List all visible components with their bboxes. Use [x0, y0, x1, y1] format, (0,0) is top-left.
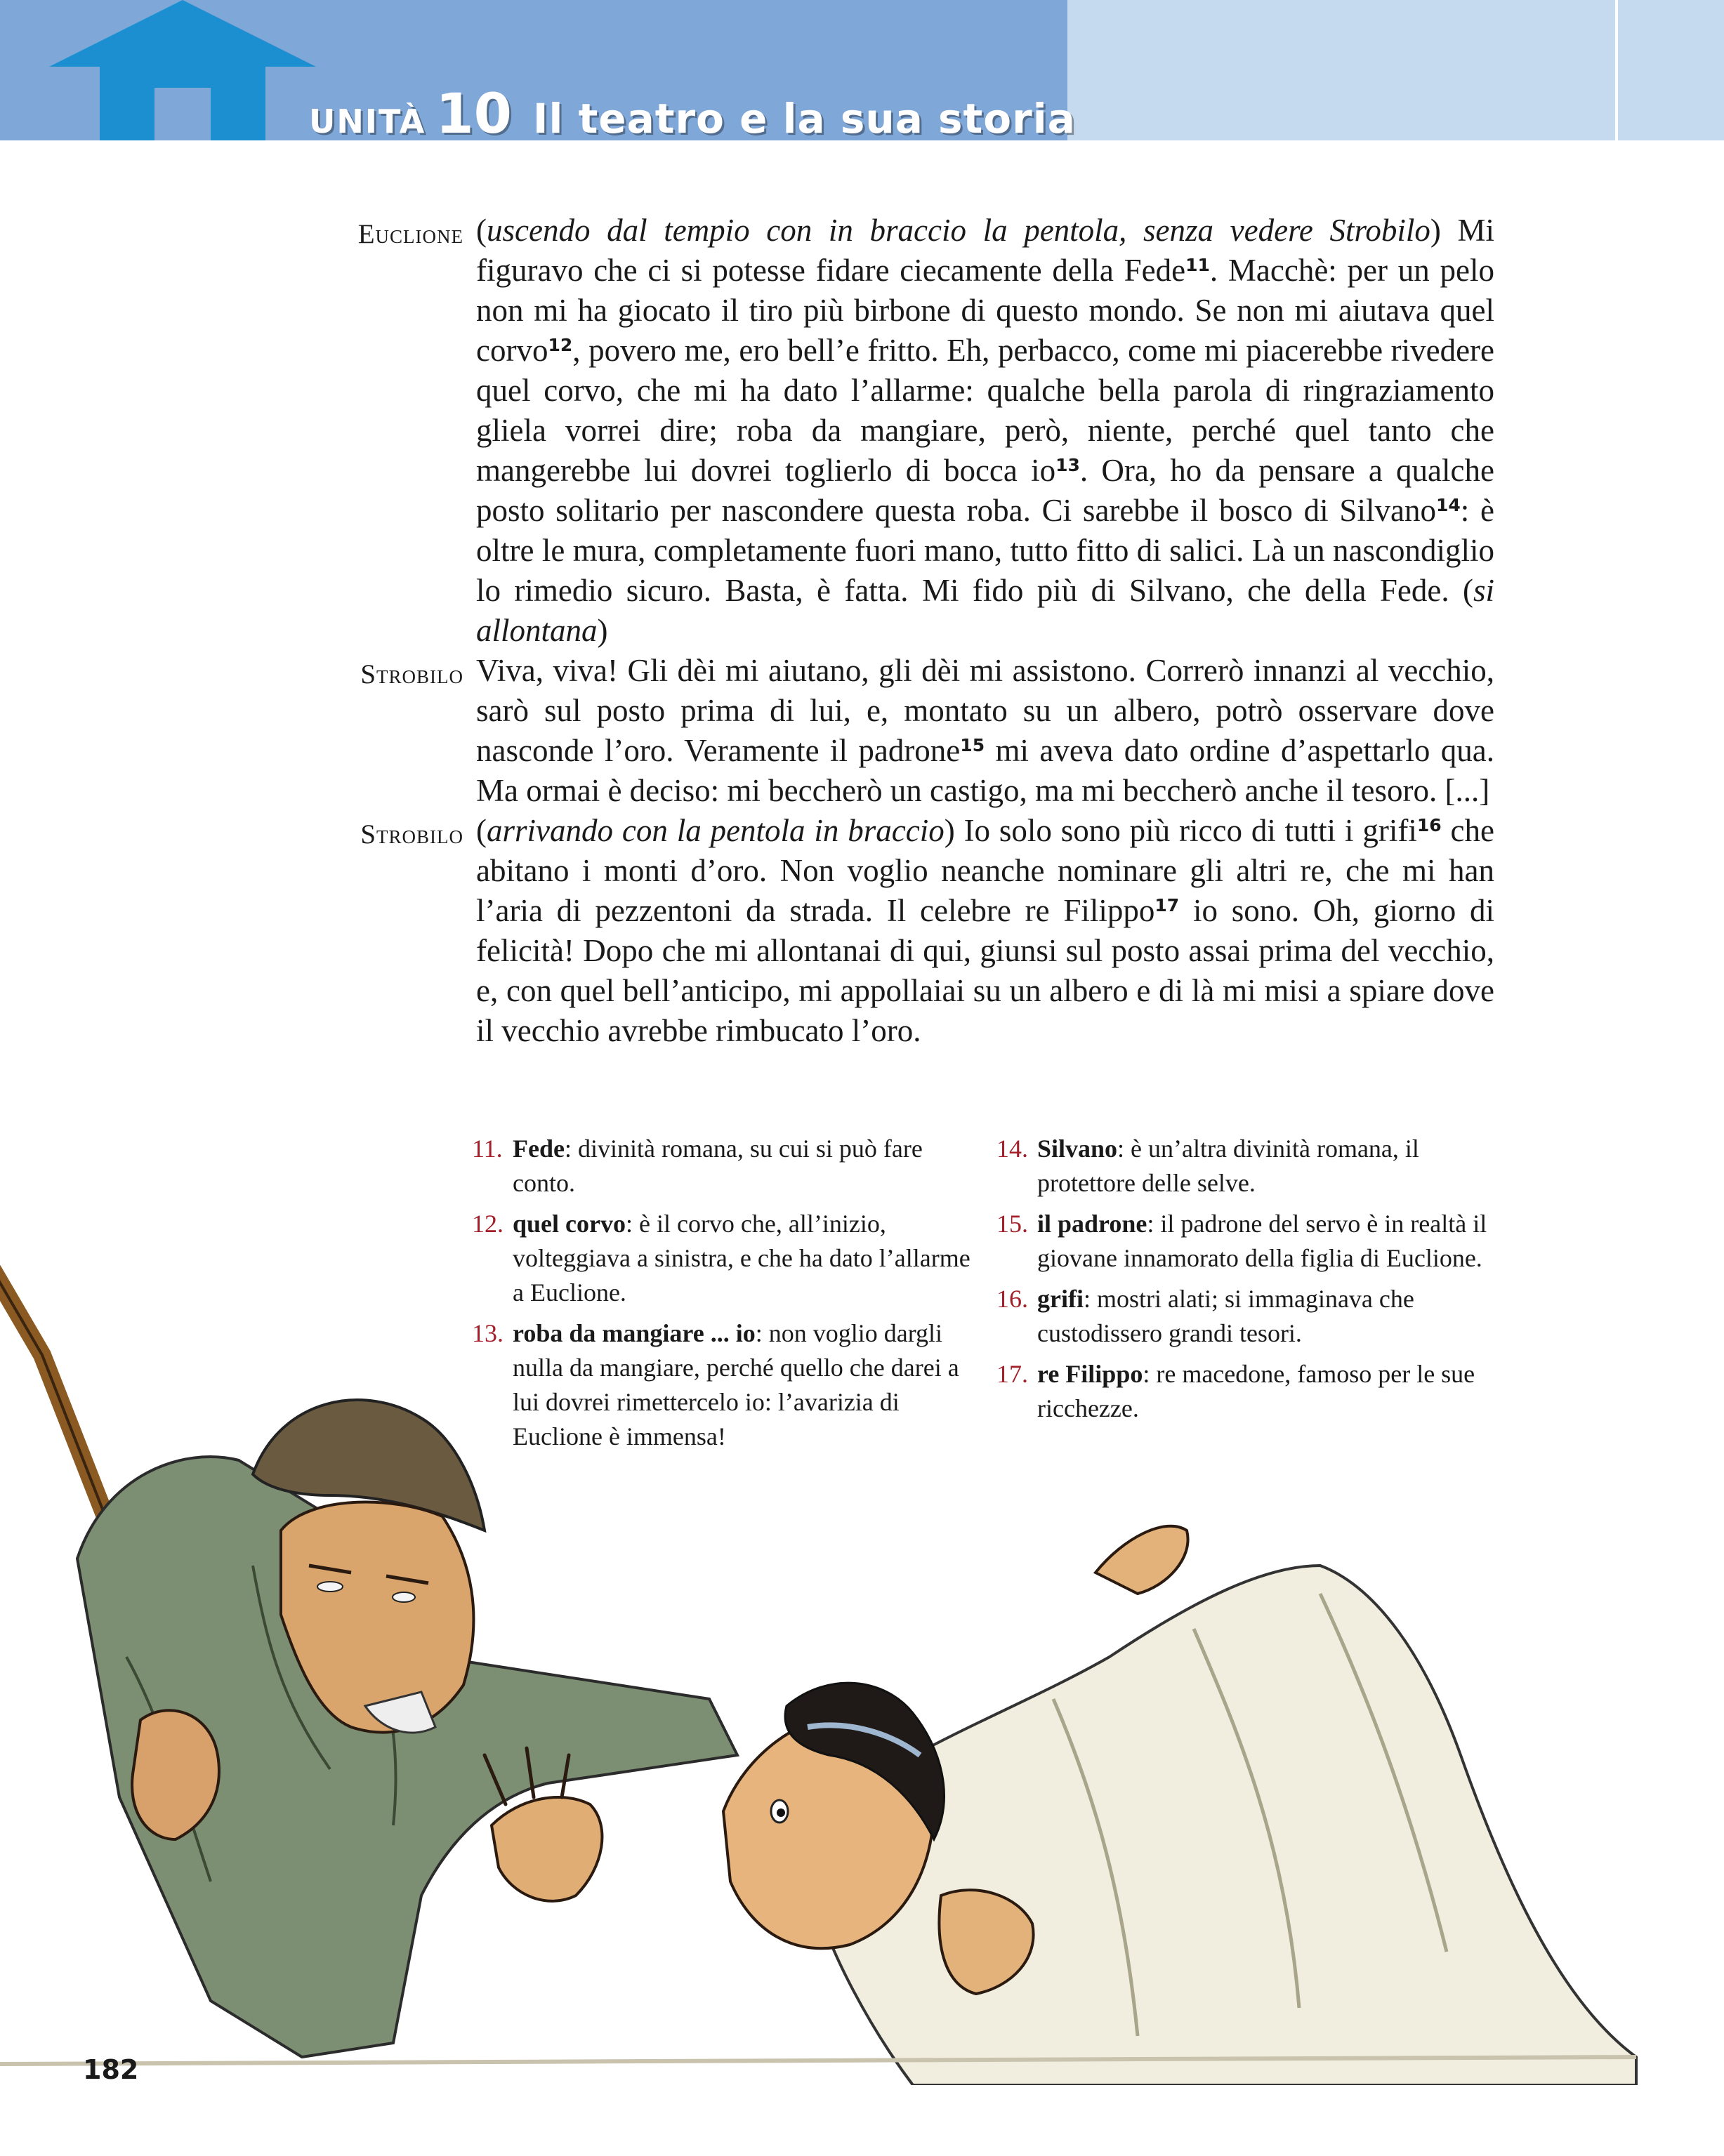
footnote-term: Fede — [513, 1135, 565, 1163]
footnote-ref[interactable]: 16 — [1416, 815, 1442, 835]
paren: ) — [1430, 213, 1441, 248]
unit-number: 10 — [435, 83, 512, 146]
footnote-ref[interactable]: 15 — [960, 735, 985, 755]
speech-strobilo-2 — [316, 811, 1496, 1051]
unit-title: Il teatro e la sua storia — [532, 95, 1076, 143]
footnote-item — [469, 1132, 975, 1201]
speaker-name: Euclione — [357, 219, 463, 249]
footnote-text: : non voglio dargli nulla da mangiare, perché quello che darei a lui dovrei rimettercelo io: l’avarizia di Euclione è immensa! — [513, 1319, 959, 1450]
speech-euclione — [316, 211, 1496, 651]
footnote-number: 11. — [472, 1135, 503, 1163]
footnote-ref[interactable]: 11 — [1185, 255, 1210, 275]
speech-text: Mi figuravo che ci si potesse fidare ciecamente della Fede — [476, 213, 1495, 288]
footnote-ref[interactable]: 12 — [548, 335, 573, 355]
footnote-item — [994, 1132, 1499, 1201]
unit-header-band — [0, 0, 1724, 146]
footnote-number: 12. — [472, 1210, 504, 1238]
house-icon — [49, 0, 316, 140]
paren: ) — [944, 813, 955, 848]
paren: ( — [476, 213, 487, 248]
speech-body — [476, 651, 1494, 811]
footnote-number: 16. — [996, 1285, 1028, 1313]
footnote-number: 13. — [472, 1319, 504, 1347]
speech-text: io sono. Oh, giorno di felicità! Dopo che mi allontanai di qui, giunsi sul posto assai prima del vecchio, e, con quel bell’anticipo, mi appollaiai su un albero e di là mi misi a spiare dove il vecchio avrebbe rimbucato l’oro. — [476, 893, 1494, 1048]
footnote-term: quel corvo — [513, 1210, 626, 1238]
speech-text: . Ora, ho da pensare a qualche posto solitario per nascondere questa roba. Ci sarebbe il bosco di Silvano — [476, 453, 1494, 528]
footnote-number: 14. — [996, 1135, 1028, 1163]
footnote-term: grifi — [1037, 1285, 1084, 1313]
footnote-item — [994, 1207, 1499, 1276]
page-number: 182 — [83, 2054, 139, 2085]
speech-text: Viva, viva! Gli dèi mi aiutano, gli dèi mi assistono. Correrò innanzi al vecchio, sarò sul posto prima di lui, e, montato su un albero, potrò osservare dove nasconde l’oro. Veramente il padrone — [476, 653, 1494, 768]
footnotes-left — [469, 1132, 975, 1460]
footnote-number: 15. — [996, 1210, 1028, 1238]
speech-text: mi aveva dato ordine d’aspettarlo qua. Ma ormai è deciso: mi beccherò un castigo, ma mi beccherò anche il tesoro. [...] — [476, 733, 1495, 808]
header-band-light — [1067, 0, 1615, 140]
footnote-text: : divinità romana, su cui si può fare conto. — [513, 1135, 923, 1197]
play-text — [316, 211, 1496, 1051]
speech-body — [476, 811, 1494, 1051]
speaker-name: Strobilo — [360, 659, 463, 689]
footnote-item — [994, 1357, 1499, 1426]
speech-text: : è oltre le mura, completamente fuori mano, tutto fitto di salici. Là un nascondiglio lo rimedio sicuro. Basta, è fatta. Mi fido più di Silvano, che della Fede. ( — [476, 493, 1494, 608]
footnote-ref[interactable]: 13 — [1055, 455, 1080, 475]
speech-body — [476, 211, 1494, 651]
footnote-text: : è il corvo che, all’inizio, volteggiava a sinistra, e che ha dato l’allarme a Euclione. — [513, 1210, 970, 1307]
footnote-term: re Filippo — [1037, 1360, 1143, 1388]
footnote-term: roba da mangiare ... io — [513, 1319, 756, 1347]
speech-strobilo — [316, 651, 1496, 811]
stage-direction: uscendo dal tempio con in braccio la pentola, senza vedere Strobilo — [487, 213, 1430, 248]
footnote-text: : re macedone, famoso per le sue ricchezze. — [1037, 1360, 1475, 1422]
footnote-text: : il padrone del servo è in realtà il giovane innamorato della figlia di Euclione. — [1037, 1210, 1487, 1272]
speaker-name: Strobilo — [360, 819, 463, 849]
footnote-ref[interactable]: 14 — [1435, 495, 1461, 515]
speech-text: . Macchè: per un pelo non mi ha giocato il tiro più birbone di questo mondo. Se non mi aiutava quel corvo — [476, 253, 1495, 368]
unit-label: UNITÀ — [309, 102, 426, 140]
footnote-item — [994, 1282, 1499, 1351]
speech-text: , povero me, ero bell’e fritto. Eh, perbacco, come mi piacerebbe rivedere quel corvo, che mi ha dato l’allarme: qualche bella parola di ringraziamento gliela vorrei dire; roba da mangiare, però, niente, perché quel tanto che mangerebbe lui dovrei toglierlo di bocca io — [476, 333, 1494, 488]
speech-text: ) — [597, 613, 608, 648]
footnote-text: : mostri alati; si immaginava che custodissero grandi tesori. — [1037, 1285, 1414, 1347]
stage-direction: arrivando con la pentola in braccio — [487, 813, 945, 848]
paren: ( — [476, 813, 487, 848]
footnote-number: 17. — [996, 1360, 1028, 1388]
footnote-text: : è un’altra divinità romana, il protettore delle selve. — [1037, 1135, 1419, 1197]
unit-heading — [309, 83, 1076, 146]
speech-text: che abitano i monti d’oro. Non voglio neanche nominare gli altri re, che mi han l’aria di pezzentoni da strada. Il celebre re Filippo — [476, 813, 1494, 928]
stage-direction: si allontana — [476, 573, 1494, 648]
footnote-term: Silvano — [1037, 1135, 1118, 1163]
speech-text: Io solo sono più ricco di tutti i grifi — [954, 813, 1417, 848]
footnote-ref[interactable]: 17 — [1154, 895, 1180, 915]
footnote-item — [469, 1207, 975, 1310]
header-band-edge — [1618, 0, 1724, 140]
footnote-item — [469, 1316, 975, 1454]
footnotes-right — [994, 1132, 1499, 1432]
footnote-term: il padrone — [1037, 1210, 1147, 1238]
